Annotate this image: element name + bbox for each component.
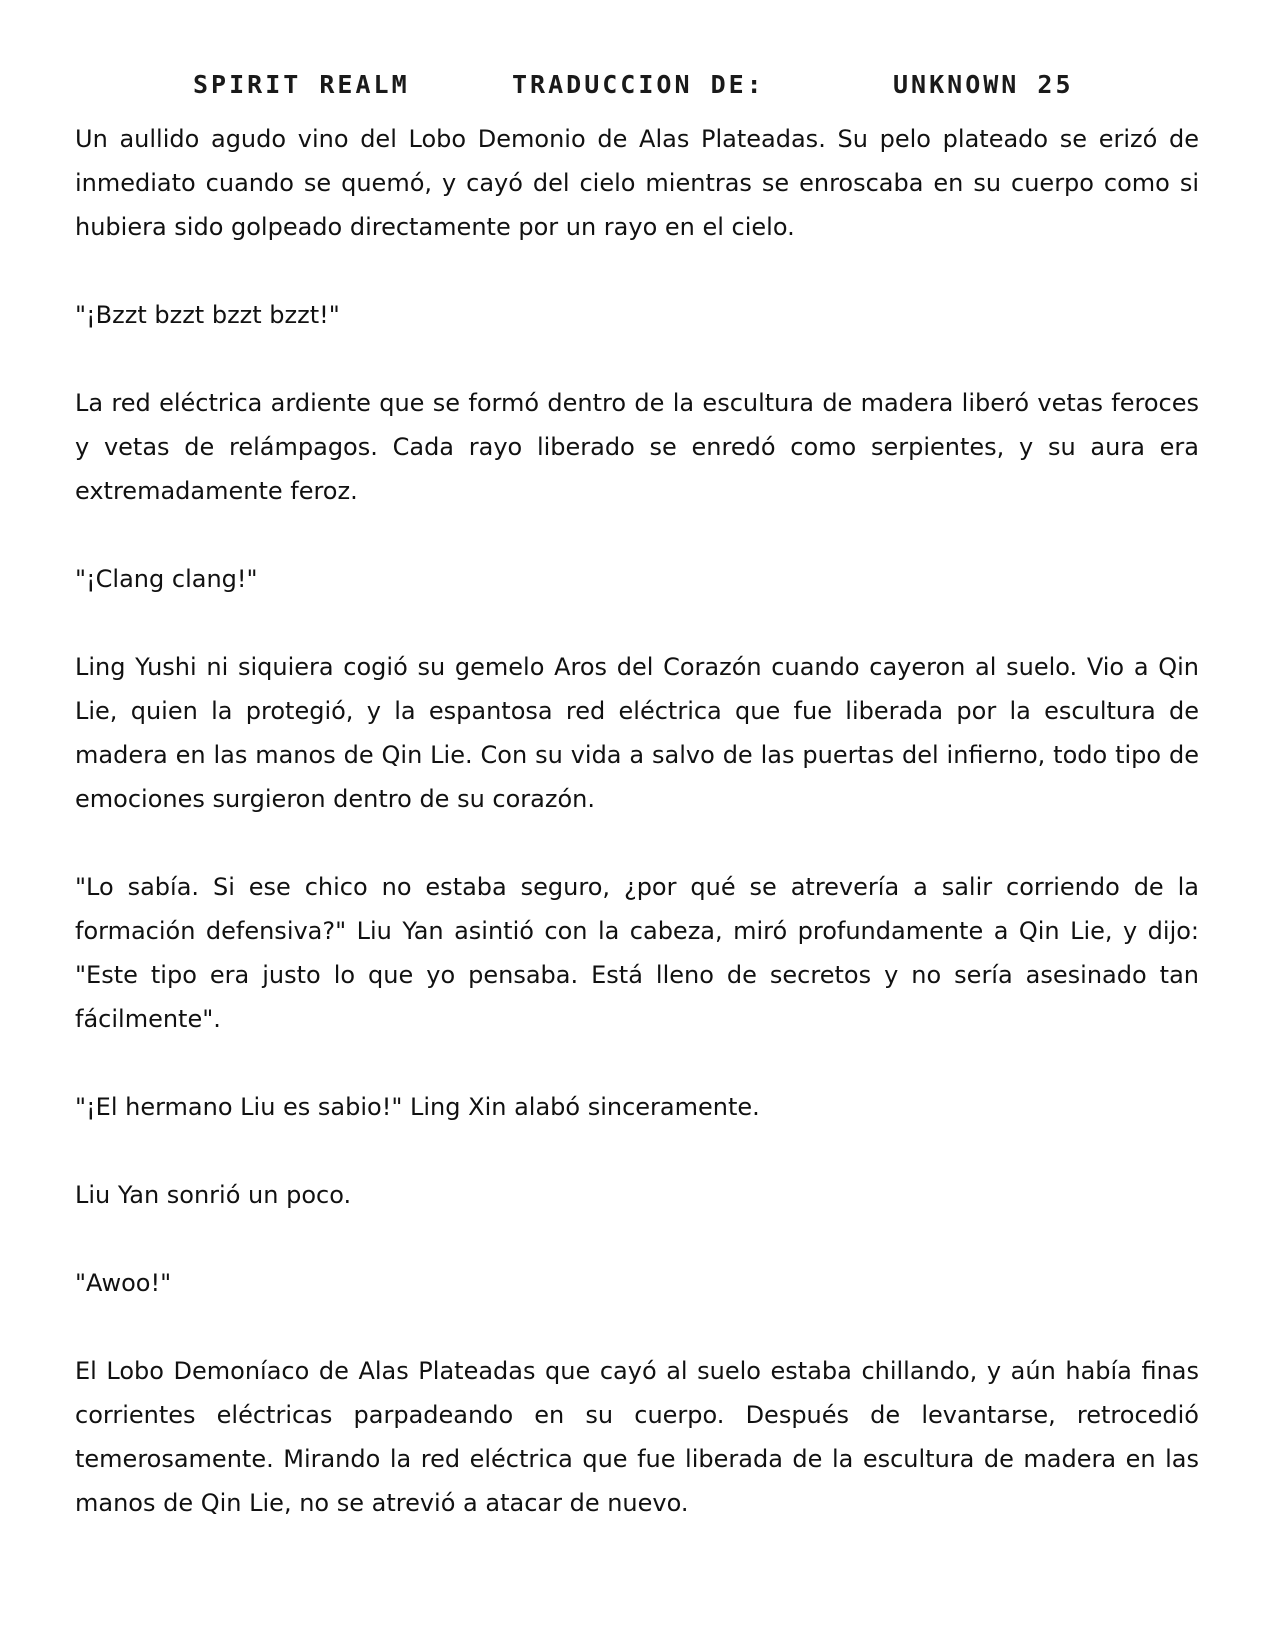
paragraph: Un aullido agudo vino del Lobo Demonio de Alas Plateadas. Su pelo plateado se erizó de inmediato cuando se quemó, y cayó del cielo mientras se enroscaba en su cuerpo como si hubiera sido golpeado directamente por un rayo en el cielo. bbox=[75, 125, 1199, 241]
header-title: SPIRIT REALM bbox=[193, 70, 410, 99]
paragraph: La red eléctrica ardiente que se formó dentro de la escultura de madera liberó vetas feroces y vetas de relámpagos. Cada rayo liberado se enredó como serpientes, y su aura era extremadamente feroz. bbox=[75, 389, 1199, 505]
paragraph: "¡El hermano Liu es sabio!" Ling Xin alabó sinceramente. bbox=[75, 1093, 760, 1121]
paragraph: Liu Yan sonrió un poco. bbox=[75, 1181, 352, 1209]
paragraph: El Lobo Demoníaco de Alas Plateadas que cayó al suelo estaba chillando, y aún había finas corrientes eléctricas parpadeando en su cuerpo. Después de levantarse, retrocedió temerosamente. Mirando la red eléctrica que fue liberada de la escultura de madera en las manos de Qin Lie, no se atrevió a atacar de nuevo. bbox=[75, 1357, 1199, 1517]
paragraph: "Lo sabía. Si ese chico no estaba seguro, ¿por qué se atrevería a salir corriendo de la formación defensiva?" Liu Yan asintió con la cabeza, miró profundamente a Qin Lie, y dijo: "Este tipo era justo lo que yo pensaba. Está lleno de secretos y no sería asesinado tan fácilmente". bbox=[75, 873, 1199, 1033]
paragraph: "¡Clang clang!" bbox=[75, 565, 258, 593]
header-translator: UNKNOWN 25 bbox=[893, 70, 1074, 99]
paragraph: Ling Yushi ni siquiera cogió su gemelo Aros del Corazón cuando cayeron al suelo. Vio a Qin Lie, quien la protegió, y la espantosa red eléctrica que fue liberada por la escultura de madera en las manos de Qin Lie. Con su vida a salvo de las puertas del infierno, todo tipo de emociones surgieron dentro de su corazón. bbox=[75, 653, 1199, 813]
paragraph: "¡Bzzt bzzt bzzt bzzt!" bbox=[75, 301, 340, 329]
paragraph: "Awoo!" bbox=[75, 1269, 172, 1297]
page-header bbox=[0, 70, 1275, 110]
document-body bbox=[75, 117, 1199, 1569]
header-translation-label: TRADUCCION DE: bbox=[512, 70, 765, 99]
